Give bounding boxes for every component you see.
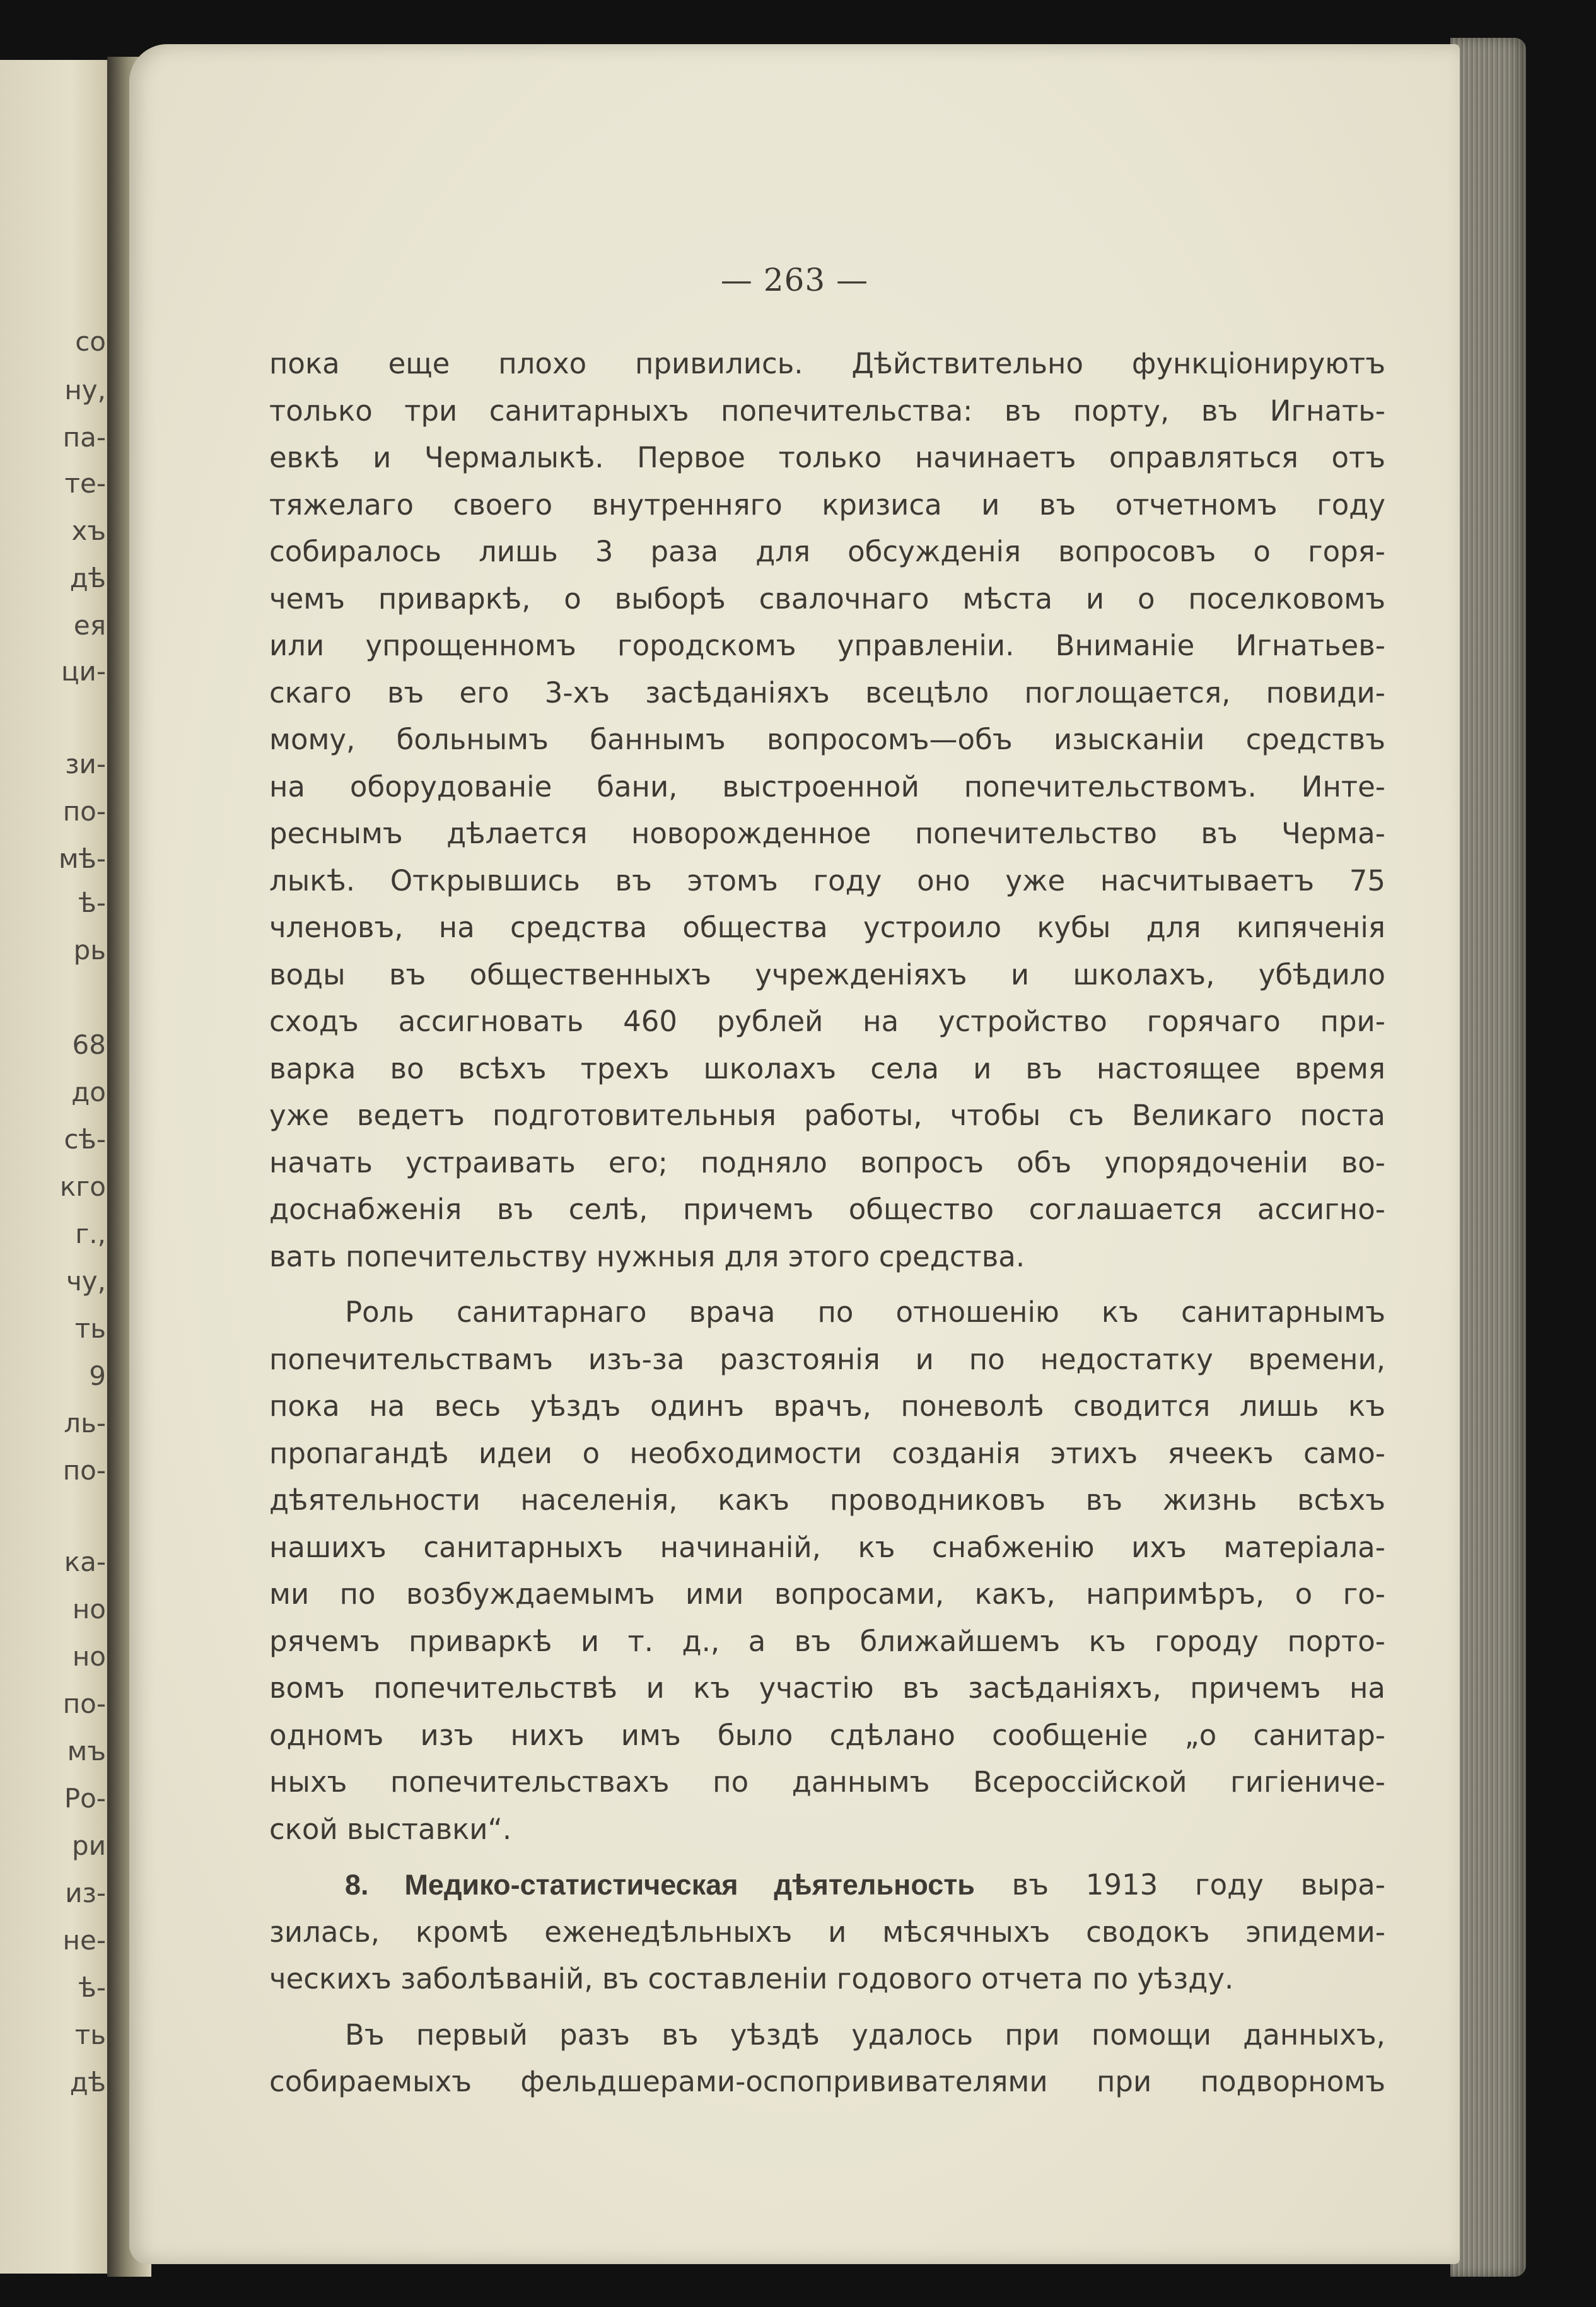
- text-line-rest: въ 1913 году выра-: [974, 1868, 1385, 1901]
- text-line: или упрощенномъ городскомъ управленiи. Вниманiе Игнатьев-: [269, 629, 1385, 662]
- facing-page-fragment: из-: [65, 1878, 106, 1908]
- text-line: только три санитарныхъ попечительства: въ порту, въ Игнать-: [269, 394, 1385, 428]
- facing-page-fragment: 9: [89, 1360, 106, 1391]
- text-line: дѣятельности населенiя, какъ проводниковъ въ жизнь всѣхъ: [269, 1483, 1385, 1517]
- facing-page-fragment: па-: [62, 422, 106, 453]
- text-line: пока еще плохо привились. Дѣйствительно функцiонируютъ: [269, 347, 1385, 380]
- facing-page-fragment: не-: [62, 1925, 106, 1956]
- facing-page-fragment: ея: [73, 610, 106, 641]
- text-line: реснымъ дѣлается новорожденное попечительство въ Черма-: [269, 817, 1385, 850]
- text-line: сходъ ассигновать 460 рублей на устройство горячаго при-: [269, 1005, 1385, 1038]
- facing-page-fragment: ѣ-: [78, 1972, 106, 2003]
- facing-page-fragment: дѣ: [69, 563, 106, 593]
- facing-page-fragment: мѣ-: [58, 843, 106, 874]
- paragraph-sanitary-trusteeships: [269, 341, 1385, 1280]
- book-page: [129, 44, 1460, 2264]
- facing-page-fragment: ка-: [64, 1546, 106, 1577]
- text-line: собиралось лишь 3 раза для обсужденiя вопросовъ о горя-: [269, 535, 1385, 568]
- facing-page-fragment: дѣ: [69, 2067, 106, 2098]
- text-line: вомъ попечительствѣ и къ участiю въ засѣданiяхъ, причемъ на: [269, 1671, 1385, 1705]
- text-line: собираемыхъ фельдшерами-оспопрививателями при подворномъ: [269, 2065, 1385, 2098]
- facing-page-fragment: кго: [59, 1171, 106, 1202]
- facing-page-fragment: ци-: [61, 656, 106, 687]
- facing-page-fragment: ль-: [64, 1408, 106, 1439]
- text-line: членовъ, на средства общества устроило кубы для кипяченiя: [269, 911, 1385, 944]
- text-line: мому, больнымъ баннымъ вопросомъ—объ изысканiи средствъ: [269, 723, 1385, 756]
- text-line: пока на весь уѣздъ одинъ врачъ, поневолѣ сводится лишь къ: [269, 1389, 1385, 1423]
- text-line: варка во всѣхъ трехъ школахъ села и въ настоящее время: [269, 1051, 1385, 1085]
- paragraph-role-of-sanitary-doctor: [269, 1289, 1385, 1853]
- facing-page-fragment: хъ: [71, 515, 106, 546]
- facing-page-fragment: мъ: [67, 1736, 106, 1767]
- facing-page-fragment: ть: [74, 1313, 106, 1344]
- facing-page-fragment: чу,: [66, 1266, 106, 1297]
- facing-page-fragment: ѣ-: [78, 887, 106, 918]
- text-line: начать устраивать его; подняло вопросъ объ упорядоченiи во-: [269, 1145, 1385, 1179]
- text-line: одномъ изъ нихъ имъ было сдѣлано сообщенiе „о санитар-: [269, 1718, 1385, 1752]
- text-line: воды въ общественныхъ учрежденiяхъ и школахъ, убѣдило: [269, 957, 1385, 991]
- facing-page-fragment: но: [72, 1594, 106, 1625]
- text-line: скаго въ его 3-хъ засѣданiяхъ всецѣло поглощается, повиди-: [269, 675, 1385, 710]
- section-heading: 8. Медико-статистическая дѣятельность: [345, 1869, 975, 1901]
- text-line: чемъ приваркѣ, о выборѣ свалочнаго мѣста и о поселковомъ: [269, 581, 1385, 616]
- facing-page-fragment: по-: [62, 1455, 106, 1486]
- text-line: уже ведетъ подготовительныя работы, чтобы съ Великаго поста: [269, 1099, 1385, 1132]
- paragraph-first-time-in-district: [269, 2012, 1385, 2106]
- facing-page-fragment: сѣ-: [64, 1124, 106, 1155]
- paragraph-medical-statistics: [269, 1862, 1385, 2003]
- facing-page-fragment: зи-: [65, 749, 106, 780]
- text-line: ской выставки“.: [269, 1812, 512, 1846]
- text-line: вать попечительству нужныя для этого средства.: [269, 1239, 1025, 1273]
- facing-page-fragment: 68: [72, 1029, 106, 1060]
- facing-page-text-fragments: [0, 60, 114, 2274]
- text-line: лыкѣ. Открывшись въ этомъ году оно уже насчитываетъ 75: [269, 863, 1385, 897]
- body-text: [269, 341, 1385, 2106]
- text-line: нашихъ санитарныхъ начинанiй, къ снабженiю ихъ матерiала-: [269, 1530, 1385, 1564]
- facing-page-fragment: по-: [62, 796, 106, 827]
- text-line: на оборудованiе бани, выстроенной попечительствомъ. Инте-: [269, 769, 1385, 803]
- text-line: Роль санитарнаго врача по отношенiю къ санитарнымъ: [345, 1295, 1385, 1329]
- text-line: рячемъ приваркѣ и т. д., а въ ближайшемъ къ городу порто-: [269, 1624, 1385, 1658]
- facing-page-fragment: те-: [64, 468, 106, 499]
- facing-page-fragment: Ро-: [64, 1783, 106, 1814]
- facing-page-fragment: но: [72, 1641, 106, 1672]
- facing-page-fragment: ть: [74, 2019, 106, 2050]
- facing-page-edge: [0, 60, 120, 2274]
- text-line: ческихъ заболѣванiй, въ составленiи годового отчета по уѣзду.: [269, 1962, 1234, 1995]
- facing-page-fragment: ри: [72, 1830, 106, 1861]
- facing-page-fragment: по-: [62, 1688, 106, 1719]
- text-line: пропагандѣ идеи о необходимости созданiя этихъ ячеекъ само-: [269, 1436, 1385, 1470]
- text-line: попечительствамъ изъ-за разстоянiя и по недостатку времени,: [269, 1342, 1385, 1376]
- facing-page-fragment: со: [75, 326, 106, 357]
- text-line: зилась, кромѣ еженедѣльныхъ и мѣсячныхъ сводокъ эпидеми-: [269, 1915, 1385, 1949]
- facing-page-fragment: до: [71, 1077, 106, 1107]
- page-number: — 263 —: [720, 262, 869, 298]
- text-line: тяжелаго своего внутренняго кризиса и въ отчетномъ году: [269, 488, 1385, 522]
- text-line: ныхъ попечительствахъ по даннымъ Всероссiйской гигiениче-: [269, 1765, 1385, 1799]
- text-line: ми по возбуждаемымъ ими вопросами, какъ, напримѣръ, о го-: [269, 1577, 1385, 1611]
- facing-page-fragment: г.,: [75, 1218, 106, 1249]
- facing-page-fragment: ну,: [64, 375, 106, 406]
- text-line: доснабженiя въ селѣ, причемъ общество соглашается ассигно-: [269, 1193, 1385, 1226]
- page-block-edges: [1450, 38, 1526, 2277]
- text-line: Въ первый разъ въ уѣздѣ удалось при помощи данныхъ,: [345, 2018, 1385, 2052]
- facing-page-fragment: рь: [73, 935, 106, 966]
- text-line: [269, 1862, 1385, 1909]
- text-line: евкѣ и Чермалыкѣ. Первое только начинаетъ оправляться отъ: [269, 441, 1385, 474]
